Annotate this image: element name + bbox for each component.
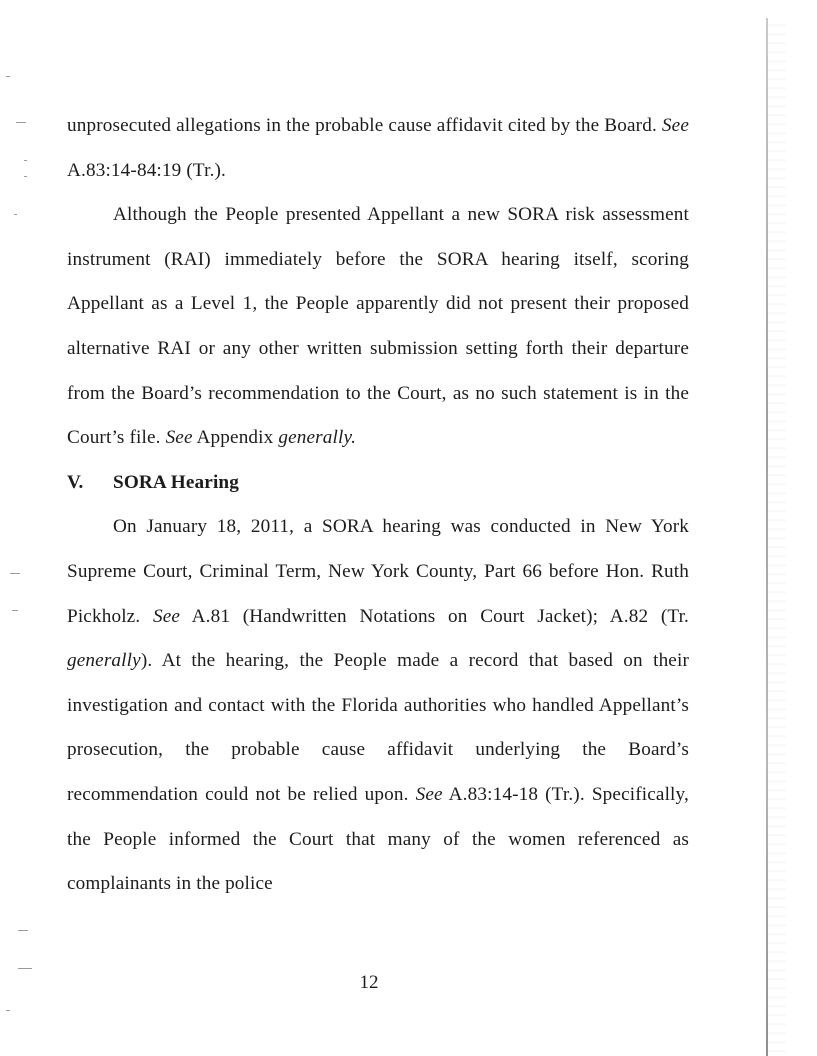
scan-speck [24,160,27,161]
scan-speck [24,176,27,177]
scan-speck [6,1010,10,1011]
scan-speck [12,610,18,611]
page-number: 12 [359,972,379,993]
scan-speck [10,573,20,574]
citation-signal: See [661,115,689,136]
citation-signal: See [152,605,181,627]
body-text [67,104,689,907]
scan-edge-shadow [768,18,786,1056]
scan-speck [18,968,32,969]
section-heading [67,461,689,506]
scan-speck [18,930,28,931]
paragraph-hearing: On January 18, 2011, a SORA hearing was conducted in New York Supreme Court, Criminal Term, New York County, Part 66 before Hon. Ruth Pickholz. See A.81 (Handwritten Notations on Court Jacket); A.82 (Tr. generally). At the hearing, the People made a record that based on their investigation and contact with the Florida authorities who handled Appellant’s prosecution, the probable cause affidavit underlying the Board’s recommendation could not be relied upon. See A.83:14-18 (Tr.). Specifically, the People informed the Court that many of the women referenced as complainants in the police [67,516,689,895]
citation-generally: generally. [278,427,357,449]
paragraph-continuation: unprosecuted allegations in the probable cause affidavit cited by the Board. See A.83:14-84:19 (Tr.). [67,115,689,181]
scan-speck [6,76,10,77]
scan-speck [14,214,17,215]
section-number: V. [67,471,84,493]
section-title: SORA Hearing [113,471,239,493]
paragraph-rai: Although the People presented Appellant a new SORA risk assessment instrument (RAI) immediately before the SORA hearing itself, scoring Appellant as a Level 1, the People apparently did not present their proposed alternative RAI or any other written submission setting forth their departure from the Board’s recommendation to the Court, as no such statement is in the Court’s file. See Appendix generally. [67,204,689,449]
citation-generally: generally [67,650,141,672]
citation-signal: See [415,783,443,805]
scan-speck [16,122,26,123]
citation-signal: See [165,427,193,449]
